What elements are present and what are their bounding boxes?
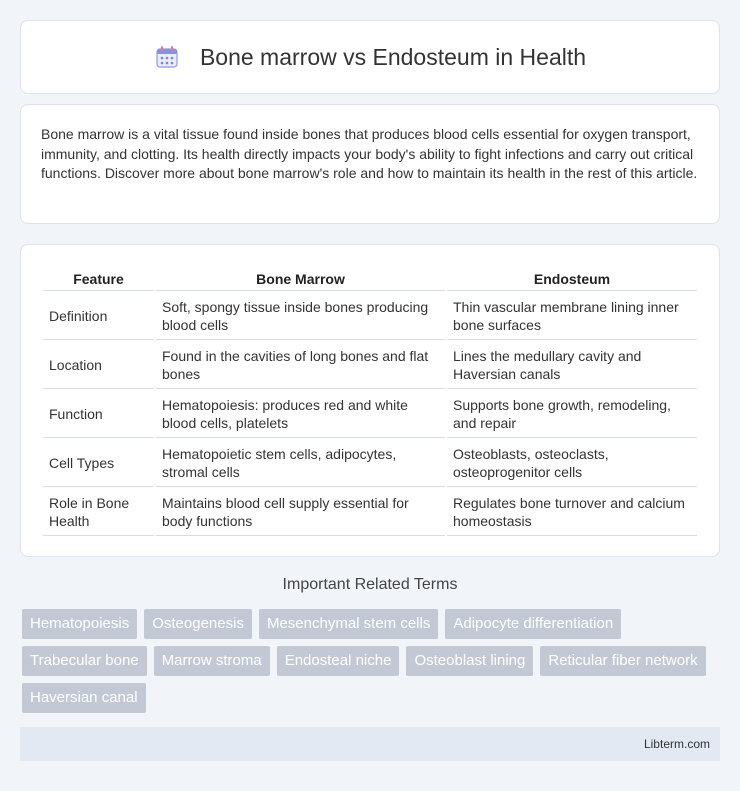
footer-brand-link[interactable]: Libterm.com <box>643 737 710 751</box>
related-term-tag[interactable]: Mesenchymal stem cells <box>259 609 438 639</box>
table-cell-feature: Function <box>43 391 154 438</box>
table-cell-bone-marrow: Found in the cavities of long bones and flat bones <box>156 342 445 389</box>
table-cell-feature: Cell Types <box>43 440 154 487</box>
page-title: Bone marrow vs Endosteum in Health <box>199 43 587 70</box>
table-cell-endosteum: Supports bone growth, remodeling, and repair <box>447 391 697 438</box>
table-cell-bone-marrow: Maintains blood cell supply essential for body functions <box>156 489 445 536</box>
related-term-tag[interactable]: Hematopoiesis <box>22 609 137 639</box>
related-term-tag[interactable]: Endosteal niche <box>277 646 400 676</box>
table-cell-endosteum: Lines the medullary cavity and Haversian canals <box>447 342 697 389</box>
table-cell-endosteum: Regulates bone turnover and calcium homeostasis <box>447 489 697 536</box>
table-cell-feature: Location <box>43 342 154 389</box>
table-row <box>43 440 697 487</box>
footer <box>20 727 720 761</box>
related-terms-list <box>22 609 722 720</box>
intro-text: Bone marrow is a vital tissue found inside bones that produces blood cells essential for oxygen transport, immunity, and clotting. Its health directly impacts your body's ability to fight infections and carry out critical functions. Discover more about bone marrow's role and how to maintain its health in the rest of this article. <box>41 126 698 181</box>
column-header-bone-marrow: Bone Marrow <box>156 267 445 291</box>
related-term-tag[interactable]: Osteogenesis <box>144 609 252 639</box>
comparison-card <box>20 244 720 557</box>
intro-card <box>20 104 720 224</box>
table-row <box>43 489 697 536</box>
comparison-table <box>41 265 699 538</box>
table-cell-feature: Definition <box>43 293 154 340</box>
related-term-tag[interactable]: Reticular fiber network <box>540 646 705 676</box>
column-header-feature: Feature <box>43 267 154 291</box>
table-cell-bone-marrow: Hematopoiesis: produces red and white blood cells, platelets <box>156 391 445 438</box>
related-terms-title: Important Related Terms <box>282 576 458 593</box>
table-row <box>43 391 697 438</box>
table-header-row <box>43 267 697 291</box>
table-row <box>43 293 697 340</box>
related-term-tag[interactable]: Haversian canal <box>22 683 146 713</box>
table-row <box>43 342 697 389</box>
column-header-endosteum: Endosteum <box>447 267 697 291</box>
table-cell-feature: Role in Bone Health <box>43 489 154 536</box>
table-cell-endosteum: Thin vascular membrane lining inner bone surfaces <box>447 293 697 340</box>
table-cell-endosteum: Osteoblasts, osteoclasts, osteoprogenitor cells <box>447 440 697 487</box>
table-cell-bone-marrow: Soft, spongy tissue inside bones producing blood cells <box>156 293 445 340</box>
related-term-tag[interactable]: Osteoblast lining <box>406 646 533 676</box>
calendar-icon <box>154 44 180 70</box>
header-card <box>20 20 720 94</box>
related-term-tag[interactable]: Adipocyte differentiation <box>445 609 621 639</box>
related-term-tag[interactable]: Trabecular bone <box>22 646 147 676</box>
table-cell-bone-marrow: Hematopoietic stem cells, adipocytes, stromal cells <box>156 440 445 487</box>
related-term-tag[interactable]: Marrow stroma <box>154 646 270 676</box>
